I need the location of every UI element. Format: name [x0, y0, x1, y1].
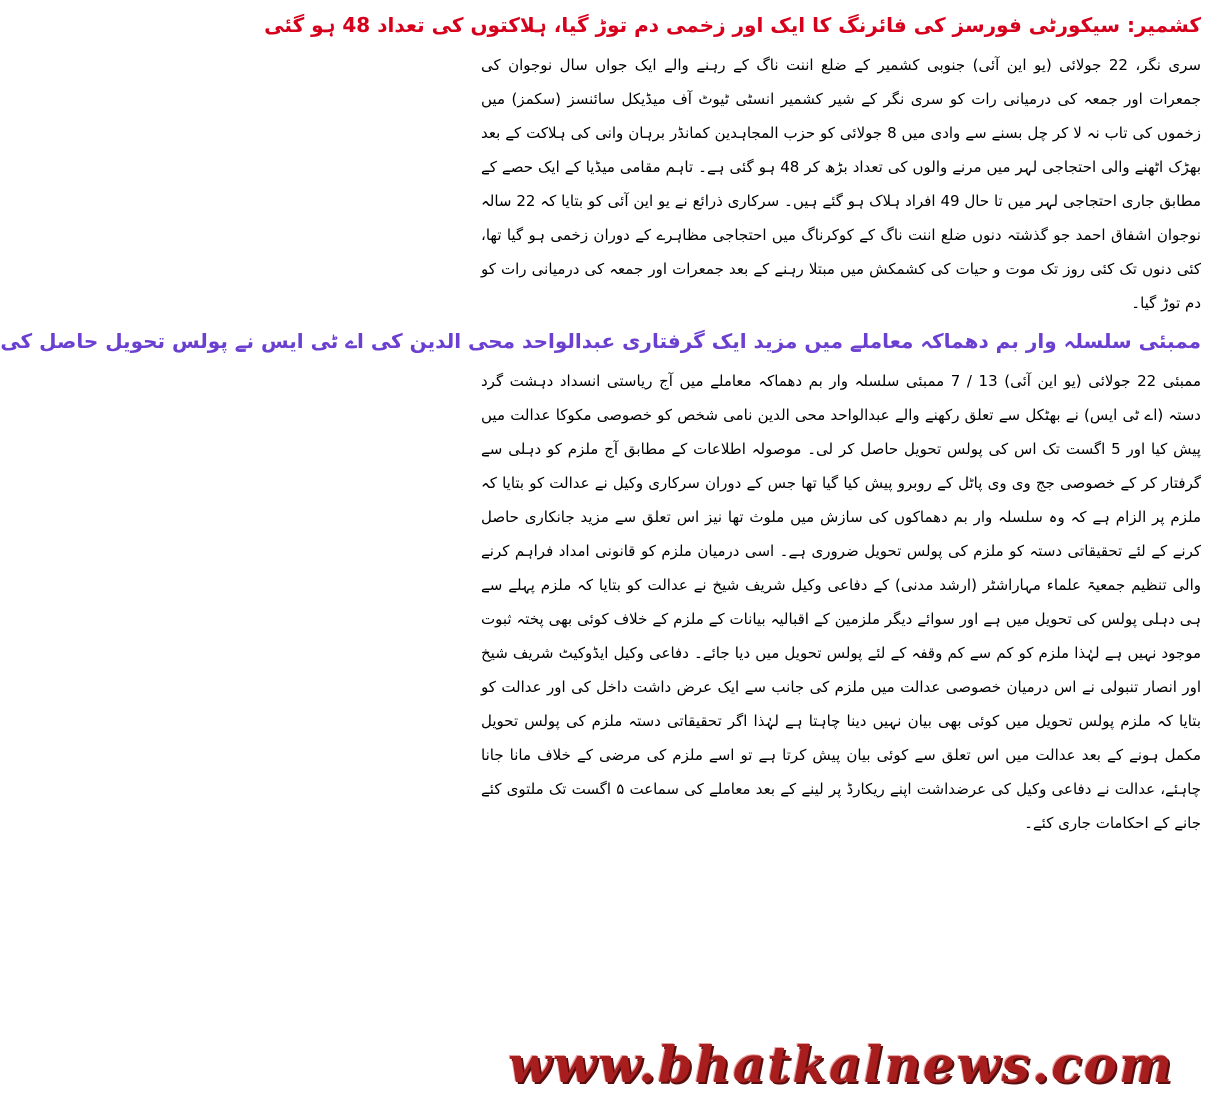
- article-body-kashmir: سری نگر، 22 جولائی (یو این آئی) جنوبی کشمیر کے ضلع اننت ناگ کے رہنے والے ایک جواں سال نوجوان کی جمعرات اور جمعہ کی درمیانی رات کو سری نگر کے شیر کشمیر انسٹی ٹیوٹ آف میڈیکل سائنسز (سکمز) میں زخموں کی تاب نہ لا کر چل بسنے سے وادی میں 8 جولائی کو حزب المجاہدین کمانڈر برہان وانی کی ہلاکت کے بعد بھڑک اٹھنے والی احتجاجی لہر میں مرنے والوں کی تعداد بڑھ کر 48 ہو گئی ہے۔ تاہم مقامی میڈیا کے ایک حصے کے مطابق جاری احتجاجی لہر میں تا حال 49 افراد ہلاک ہو گئے ہیں۔ سرکاری ذرائع نے یو این آئی کو بتایا کہ 22 سالہ نوجوان اشفاق احمد جو گذشتہ دنوں ضلع اننت ناگ کے کوکرناگ میں احتجاجی مظاہرے کے دوران زخمی ہو گیا تھا، کئی دنوں تک کئی روز تک موت و حیات کی کشمکش میں مبتلا رہنے کے بعد جمعرات اور جمعہ کی درمیانی رات کو دم توڑ گیا۔: [481, 56, 1201, 312]
- article-body-mumbai: ممبئی 22 جولائی (یو این آئی) 13 / 7 ممبئی سلسلہ وار بم دھماکہ معاملے میں آج ریاستی انسداد دہشت گرد دستہ (اے ٹی ایس) نے بھٹکل سے تعلق رکھنے والے عبدالواحد محی الدین نامی شخص کو خصوصی مکوکا عدالت میں پیش کیا اور 5 اگست تک اس کی پولس تحویل حاصل کر لی۔ موصولہ اطلاعات کے مطابق آج ملزم کو دہلی سے گرفتار کر کے خصوصی جج وی وی پاٹل کے روبرو پیش کیا گیا تھا جس کے دوران سرکاری وکیل نے عدالت کو بتایا کہ ملزم پر الزام ہے کہ وہ سلسلہ وار بم دھماکوں کی سازش میں ملوث تھا نیز اس تعلق سے مزید جانکاری حاصل کرنے کے لئے تحقیقاتی دستہ کو ملزم کی پولس تحویل ضروری ہے۔ اسی درمیان ملزم کو قانونی امداد فراہم کرنے والی تنظیم جمعیۃ علماء مہاراشٹر (ارشد مدنی) کے دفاعی وکیل شریف شیخ نے عدالت کو بتایا کہ ملزم پہلے سے ہی دہلی پولس کی تحویل میں ہے اور سوائے دیگر ملزمین کے اقبالیہ بیانات کے ملزم کے خلاف کوئی بھی پختہ ثبوت موجود نہیں ہے لہٰذا ملزم کو کم سے کم وقفہ کے لئے پولس تحویل میں دیا جائے۔ دفاعی وکیل ایڈوکیٹ شریف شیخ اور انصار تنبولی نے اس درمیان خصوصی عدالت میں ملزم کی جانب سے ایک عرض داشت داخل کی اور عدالت کو بتایا کہ ملزم پولس تحویل میں کوئی بھی بیان نہیں دینا چاہتا ہے لہٰذا اگر تحقیقاتی دستہ ملزم کی پولس تحویل مکمل ہونے کے بعد عدالت میں اس تعلق سے کوئی بیان پیش کرتا ہے تو اسے ملزم کی مرضی کے خلاف مانا جانا چاہئے، عدالت نے دفاعی وکیل کی عرضداشت اپنے ریکارڈ پر لینے کے بعد معاملے کی سماعت ۵ اگست تک ملتوی کئے جانے کے احکامات جاری کئے۔: [481, 372, 1202, 832]
- headline-mumbai: ممبئی سلسلہ وار بم دھماکہ معاملے میں مزید ایک گرفتاری عبدالواحد محی الدین کی اے ٹی ایس نے پولس تحویل حاصل کی: [0, 329, 1201, 353]
- website-footer-logo: www.bhatkalnews.com: [508, 1035, 1174, 1094]
- headline-kashmir: کشمیر: سیکورٹی فورسز کی فائرنگ کا ایک اور زخمی دم توڑ گیا، ہلاکتوں کی تعداد 48 ہو گئی: [264, 13, 1201, 37]
